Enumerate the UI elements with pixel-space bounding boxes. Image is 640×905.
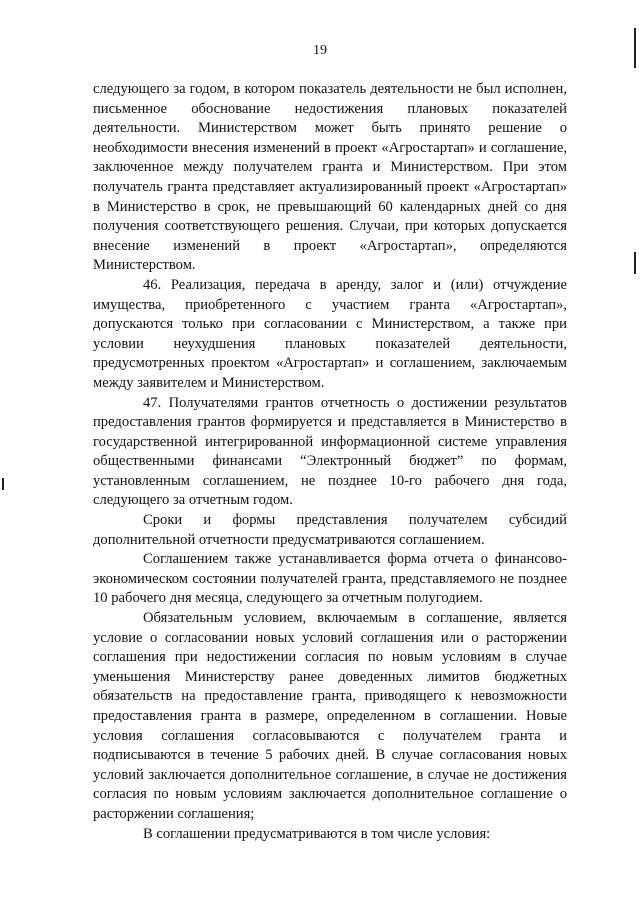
paragraph-mandatory-condition: Обязательным условием, включаемым в соглашение, является условие о согласовании новых условий соглашения или о расторжении соглашения при недостижении согласия по новым условиям в случае уменьшения Министерству ранее доведенных лимитов бюджетных обязательств на предоставление гранта, приводящего к невозможности предоставления гранта в размере, определенном в соглашении. Новые условия соглашения согласовываются с получателем гранта и подписываются в течение 5 рабочих дней. В случае согласования новых условий заключается дополнительное соглашение, в случае не достижения согласия по новым условиям заключается дополнительное соглашение о расторжении соглашения;	[93, 610, 567, 822]
paragraph-47: 47. Получателями грантов отчетность о достижении результатов предоставления грантов формируется и представляется в Министерство в государственной интегрированной информационной системе управления общественными финансами “Электронный бюджет” по формам, установленным соглашением, не позднее 10-го рабочего дня года, следующего за отчетным годом.	[93, 394, 567, 509]
document-body	[93, 80, 567, 844]
paragraph-additional-reporting: Сроки и формы представления получателем субсидий дополнительной отчетности предусматриваются соглашением.	[93, 512, 567, 548]
scan-edge-mark	[634, 252, 636, 274]
scan-edge-mark	[634, 28, 636, 68]
paragraph-report-form: Соглашением также устанавливается форма отчета о финансово-экономическом состоянии получателей гранта, представляемого не позднее 10 рабочего дня месяца, следующего за отчетным полугодием.	[93, 551, 567, 607]
scan-edge-mark	[2, 478, 4, 490]
page-number: 19	[313, 43, 327, 58]
paragraph-agreement-conditions: В соглашении предусматриваются в том числе условия:	[143, 825, 491, 842]
paragraph-continuation: следующего за годом, в котором показатель деятельности не был исполнен, письменное обоснование недостижения плановых показателей деятельности. Министерством может быть принято решение о необходимости внесения изменений в проект «Агростартап» и соглашение, заключенное между получателем гранта и Министерством. При этом получатель гранта представляет актуализированный проект «Агростартап» в Министерство в срок, не превышающий 60 календарных дней со дня получения соответствующего решения. Случаи, при которых допускается внесение изменений в проект «Агростартап», определяются Министерством.	[93, 81, 567, 274]
paragraph-46: 46. Реализация, передача в аренду, залог и (или) отчуждение имущества, приобретенного с участием гранта «Агростартап», допускаются только при согласовании с Министерством, а также при условии неухудшения плановых показателей деятельности, предусмотренных проектом «Агростартап» и соглашением, заключаемым между заявителем и Министерством.	[93, 276, 567, 391]
